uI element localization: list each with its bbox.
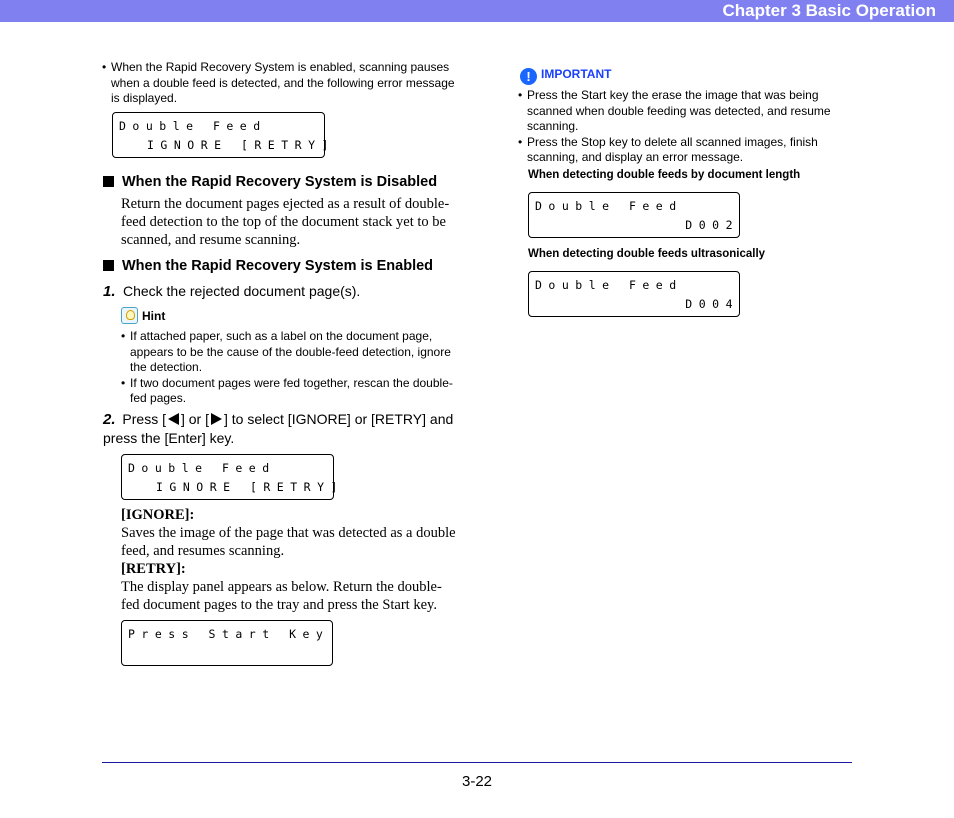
lcd-line-2: D004 [685, 297, 739, 311]
lcd-line-2: IGNORE [RETRY] [147, 138, 335, 152]
lcd-display-d002 [528, 192, 740, 238]
step-text-part: Press [ [122, 411, 166, 427]
important-bullet: • Press the Start key the erase the image that was being scanned when double feeding was detected, and resume scanning. [518, 88, 838, 135]
caption-by-length: When detecting double feeds by document length [528, 169, 801, 181]
intro-bullet: • When the Rapid Recovery System is enabled, scanning pauses when a double feed is detected, and the following error message is displayed. [102, 60, 462, 107]
lcd-line-1: Double Feed [535, 199, 683, 213]
footer-rule [102, 762, 852, 763]
lcd-line-1: Double Feed [128, 461, 276, 475]
left-arrow-icon [168, 413, 179, 425]
step-number: 1. [103, 283, 116, 300]
exclamation-icon: ! [520, 68, 537, 85]
chapter-title: Chapter 3 Basic Operation [722, 1, 936, 20]
lcd-line-2: IGNORE [RETRY] [156, 480, 344, 494]
page-number: 3-22 [462, 773, 493, 790]
ignore-text: Saves the image of the page that was detected as a double feed, and resumes scanning. [121, 525, 456, 559]
hint-header [121, 307, 165, 325]
section-heading-enabled [103, 258, 433, 274]
intro-bullet-list [102, 60, 462, 107]
ignore-label: [IGNORE]: [121, 507, 195, 523]
lightbulb-icon [121, 307, 138, 324]
square-bullet-icon [103, 260, 114, 271]
disabled-body: Return the document pages ejected as a result of double-feed detection to the top of the document stack yet to be scanned, and resume scanning. [121, 196, 450, 248]
important-bullet-list [518, 88, 838, 166]
retry-text: The display panel appears as below. Return the double-fed document pages to the tray and press the Start key. [121, 579, 442, 613]
section-heading-disabled [103, 174, 437, 190]
section-heading-text: When the Rapid Recovery System is Enabled [122, 258, 434, 274]
hint-bullet: • If two document pages were fed together, rescan the double-fed pages. [121, 376, 457, 407]
caption-ultrasonic: When detecting double feeds ultrasonically [528, 248, 766, 260]
lcd-display-ignore-retry-2 [121, 454, 344, 500]
lcd-display-ignore-retry [112, 112, 335, 158]
lcd-display-press-start [121, 620, 333, 666]
step-text-part: ] to select [IGNORE] or [RETRY] and press the [Enter] key. [103, 411, 454, 446]
hint-bullet-list [121, 329, 457, 407]
hint-label: Hint [142, 309, 166, 323]
lcd-line-1: Press Start Key [128, 627, 330, 641]
important-label: IMPORTANT [541, 67, 612, 81]
step-number: 2. [103, 411, 116, 428]
retry-label: [RETRY]: [121, 561, 186, 577]
lcd-line-1: Double Feed [535, 278, 683, 292]
right-arrow-icon [211, 413, 222, 425]
lcd-line-2: D002 [685, 218, 739, 232]
step-2 [103, 410, 463, 447]
ignore-retry-description [121, 506, 457, 614]
chapter-header [0, 0, 954, 22]
important-bullet: • Press the Stop key to delete all scanned images, finish scanning, and display an error message. [518, 135, 838, 166]
hint-bullet: • If attached paper, such as a label on the document page, appears to be the cause of the double-feed detection, ignore the detection. [121, 329, 457, 376]
step-1 [103, 282, 463, 301]
step-text-part: ] or [ [180, 411, 209, 427]
important-header [520, 65, 611, 85]
lcd-line-1: Double Feed [119, 119, 267, 133]
step-text: Check the rejected document page(s). [122, 283, 361, 299]
section-heading-text: When the Rapid Recovery System is Disabled [122, 174, 438, 190]
lcd-display-d004 [528, 271, 740, 317]
square-bullet-icon [103, 176, 114, 187]
